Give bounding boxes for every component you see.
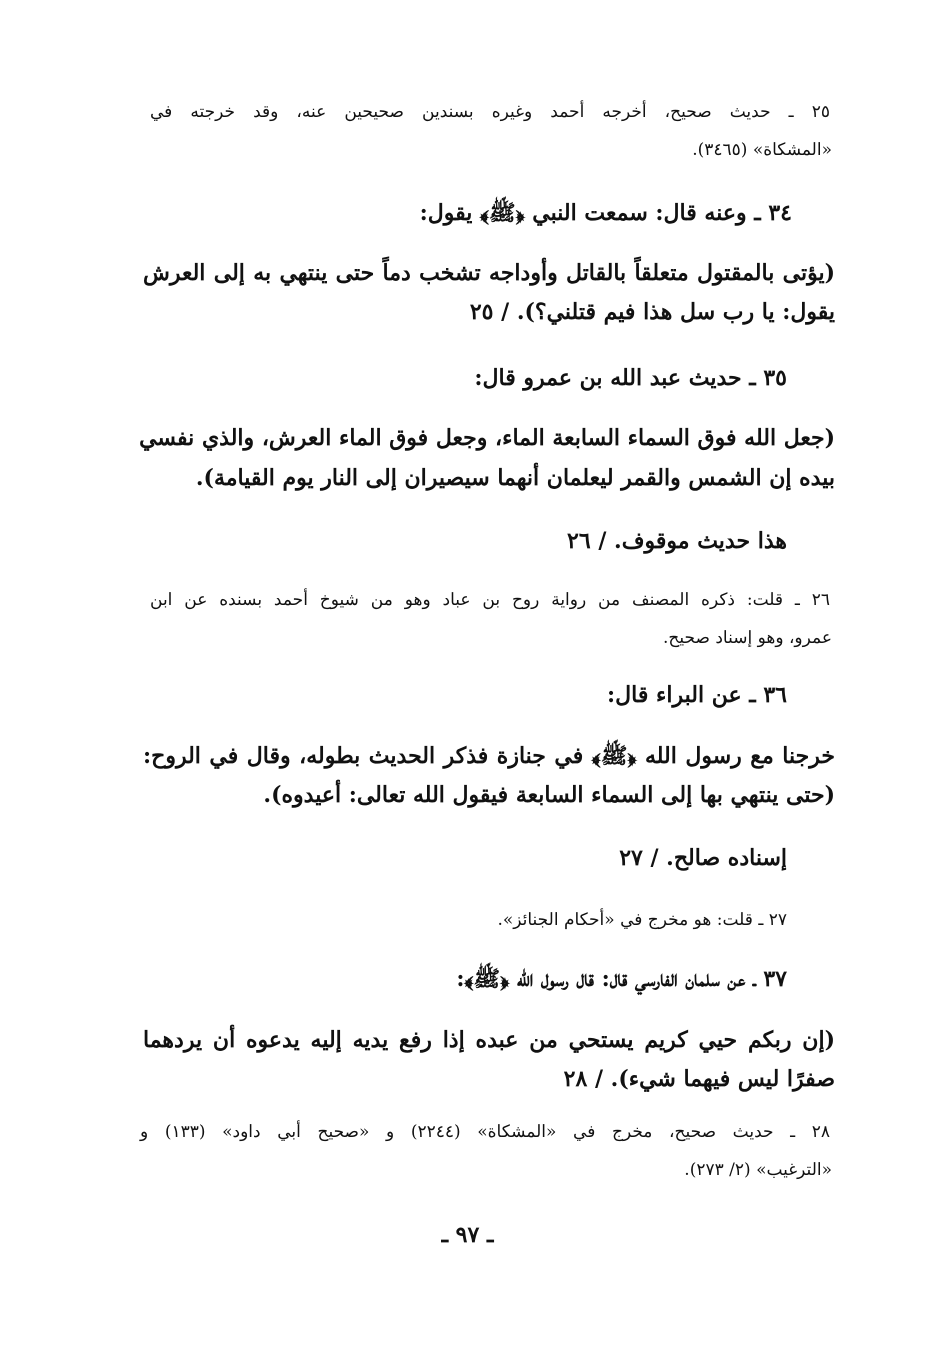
footnote-28-line-1: ٢٨ ـ حديث صحيح، مخرج في «المشكاة» (٢٢٤٤) و «صحيح أبي داود» (١٣٣) و [140,1122,830,1142]
hadith-35-line-3: هذا حديث موقوف. / ٢٦ [567,528,787,554]
footnote-26-line-1: ٢٦ ـ قلت: ذكره المصنف من رواية روح بن عباد وهو من شيوخ أحمد بسنده عن ابن [150,590,830,610]
hadith-37-line-2: صفرًا ليس فيهما شيء). / ٢٨ [563,1066,835,1092]
hadith-35-line-2: بيده إن الشمس والقمر ليعلمان أنهما سيصيران إلى النار يوم القيامة). [195,465,835,491]
footnote-25-line-1: ٢٥ ـ حديث صحيح، أخرجه أحمد وغيره بسندين صحيحين عنه، وقد خرجته في [150,102,830,122]
page-number: ـ ٩٧ ـ [441,1222,494,1248]
hadith-34-heading: ٣٤ ـ وعنه قال: سمعت النبي ﴿ﷺ﴾ يقول: [419,200,792,226]
hadith-34-line-1: (يؤتى بالمقتول متعلقاً بالقاتل وأوداجه تشخب دماً حتى ينتهي به إلى العرش [143,260,835,286]
hadith-34-line-2: يقول: يا رب سل هذا فيم قتلني؟). / ٢٥ [469,299,835,325]
hadith-36-line-2: (حتى ينتهي بها إلى السماء السابعة فيقول الله تعالى: أعيدوه). [263,782,835,808]
footnote-28-line-2: «الترغيب» (٢/ ٢٧٣). [684,1160,832,1180]
hadith-36-line-3: إسناده صالح. / ٢٧ [619,845,787,871]
footnote-25-line-2: «المشكاة» (٣٤٦٥). [692,140,832,160]
hadith-37-line-1: (إن ربكم حيي كريم يستحي من عبده إذا رفع يديه إليه يدعوه أن يردهما [143,1027,835,1053]
footnote-26-line-2: عمرو، وهو إسناد صحيح. [663,628,832,648]
hadith-35-line-1: (جعل الله فوق السماء السابعة الماء، وجعل فوق الماء العرش، والذي نفسي [139,425,835,451]
hadith-35-heading: ٣٥ ـ حديث عبد الله بن عمرو قال: [474,365,787,391]
hadith-36-line-1: خرجنا مع رسول الله ﴿ﷺ﴾ في جنازة فذكر الحديث بطوله، وقال في الروح: [143,743,835,769]
hadith-36-heading: ٣٦ ـ عن البراء قال: [607,682,787,708]
hadith-37-heading: ٣٧ ـ عن سلمان الفارسي قال: قال رسول الله ﴿ﷺ﴾: [456,966,787,992]
footnote-27: ٢٧ ـ قلت: هو مخرج في «أحكام الجنائز». [497,910,787,930]
